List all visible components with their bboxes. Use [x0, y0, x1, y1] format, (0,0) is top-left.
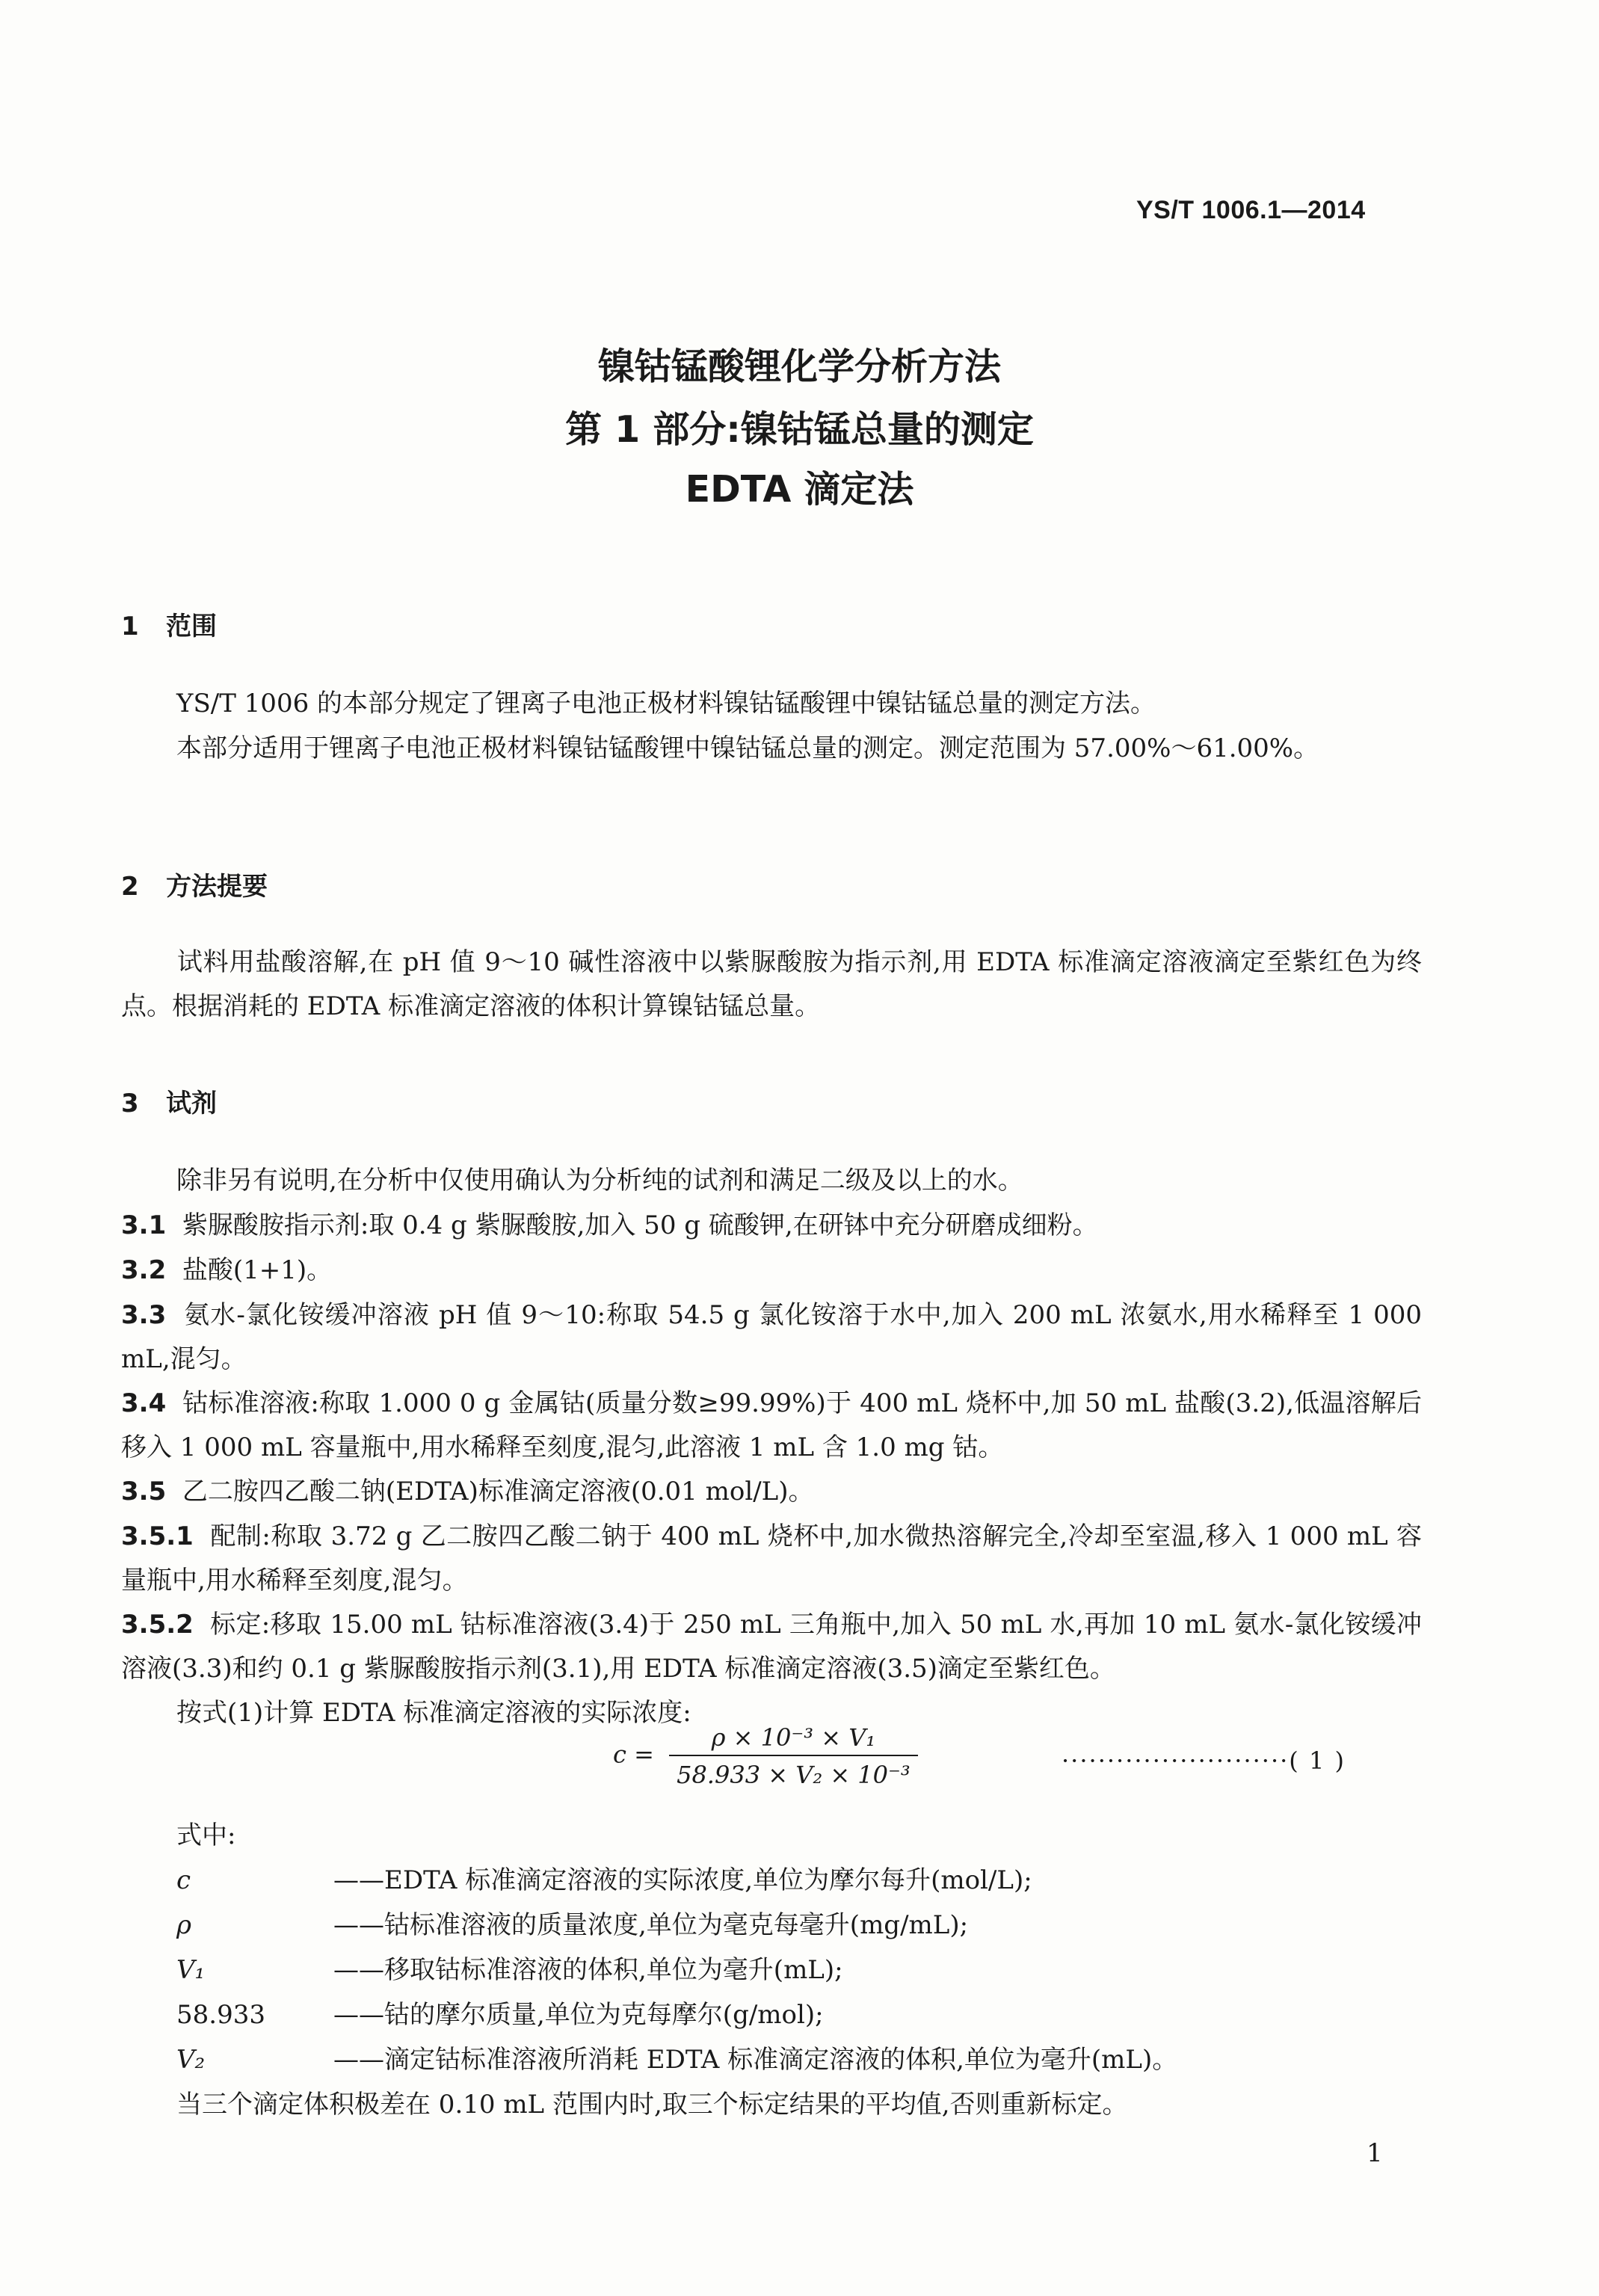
section-3-intro [121, 1159, 1422, 1203]
clause-text: 标定:移取 15.00 mL 钴标准溶液(3.4)于 250 mL 三角瓶中,加入 50 mL 水,再加 10 mL 氨水-氯化铵缓冲溶液(3.3)和约 0.1 g 紫脲酸胺指示剂(3.1),用 EDTA 标准滴定溶液(3.5)滴定至紫红色。 [121, 1610, 1422, 1684]
section-title: 范围 [166, 612, 217, 641]
section-number: 3 [121, 1089, 139, 1118]
paragraph-text: 试料用盐酸溶解,在 pH 值 9～10 碱性溶液中以紫脲酸胺为指示剂,用 EDTA 标准滴定溶液滴定至紫红色为终点。根据消耗的 EDTA 标准滴定溶液的体积计算镍钴锰总量。 [121, 947, 1422, 1021]
clause-number: 3.1 [121, 1210, 167, 1240]
formula-number-label: ( 1 ) [1289, 1746, 1346, 1775]
symbol-description: ——钴标准溶液的质量浓度,单位为毫克每毫升(mg/mL); [333, 1910, 969, 1940]
standard-number: YS/T 1006.1—2014 [1136, 196, 1366, 224]
clause-number: 3.5.2 [121, 1610, 194, 1640]
symbol: 58.933 [176, 2000, 265, 2030]
clause-3-2 [121, 1249, 1422, 1293]
paragraph-text: 当三个滴定体积极差在 0.10 mL 范围内时,取三个标定结果的平均值,否则重新标定。 [176, 2090, 1128, 2120]
clause-text: 配制:称取 3.72 g 乙二胺四乙酸二钠于 400 mL 烧杯中,加水微热溶解完全,冷却至室温,移入 1 000 mL 容量瓶中,用水稀释至刻度,混匀。 [121, 1521, 1422, 1595]
formula-denominator: 58.933 × V₂ × 10⁻³ [677, 1761, 911, 1789]
clause-number: 3.2 [121, 1255, 167, 1285]
where-label-text: 式中: [176, 1821, 236, 1850]
clause-text: 乙二胺四乙酸二钠(EDTA)标准滴定溶液(0.01 mol/L)。 [182, 1477, 814, 1506]
formula-lhs: c = [613, 1740, 654, 1769]
symbol: c [176, 1865, 191, 1895]
title-line-3: EDTA 滴定法 [685, 468, 914, 511]
clause-number: 3.5 [121, 1477, 167, 1506]
section-3-heading [121, 1083, 217, 1119]
where-item-v1 [176, 1948, 1422, 1992]
where-item-c [176, 1859, 1422, 1903]
clause-3-4 [121, 1382, 1422, 1470]
page-number: 1 [1367, 2138, 1383, 2168]
paragraph-text: 除非另有说明,在分析中仅使用确认为分析纯的试剂和满足二级及以上的水。 [176, 1166, 1023, 1195]
where-item-rho [176, 1903, 1422, 1948]
section-2-paragraph [121, 941, 1422, 1029]
symbol: V₁ [176, 1955, 206, 1985]
title-line-2: 第 1 部分:镍钴锰总量的测定 [565, 408, 1034, 451]
paragraph-text: YS/T 1006 的本部分规定了锂离子电池正极材料镍钴锰酸锂中镍钴锰总量的测定方法。 [176, 689, 1156, 718]
closing-paragraph [176, 2083, 1422, 2127]
symbol: V₂ [176, 2045, 206, 2075]
clause-3-3 [121, 1293, 1422, 1382]
where-item-molar-mass [176, 1993, 1422, 2037]
section-1-heading [121, 606, 217, 642]
section-1-paragraph-1 [121, 682, 1422, 726]
section-number: 2 [121, 872, 139, 902]
clause-number: 3.3 [121, 1300, 167, 1330]
paragraph-text: 按式(1)计算 EDTA 标准滴定溶液的实际浓度: [176, 1698, 691, 1728]
symbol: ρ [176, 1910, 191, 1940]
clause-text: 氨水-氯化铵缓冲溶液 pH 值 9～10:称取 54.5 g 氯化铵溶于水中,加入 200 mL 浓氨水,用水稀释至 1 000 mL,混匀。 [121, 1300, 1422, 1374]
formula-number [1062, 1746, 1346, 1775]
clause-text: 盐酸(1+1)。 [182, 1255, 333, 1285]
clause-number: 3.4 [121, 1388, 167, 1418]
clause-number: 3.5.1 [121, 1521, 194, 1551]
clause-3-1 [121, 1204, 1422, 1248]
section-2-heading [121, 866, 268, 902]
where-label [121, 1814, 1422, 1858]
symbol-description: ——EDTA 标准滴定溶液的实际浓度,单位为摩尔每升(mol/L); [333, 1865, 1032, 1895]
clause-text: 钴标准溶液:称取 1.000 0 g 金属钴(质量分数≥99.99%)于 400 mL 烧杯中,加 50 mL 盐酸(3.2),低温溶解后移入 1 000 mL 容量瓶中,用水稀释至刻度,混匀,此溶液 1 mL 含 1.0 mg 钴。 [121, 1388, 1422, 1462]
symbol-description: ——移取钴标准溶液的体积,单位为毫升(mL); [333, 1955, 843, 1985]
section-title: 方法提要 [166, 872, 268, 902]
clause-3-5-2 [121, 1603, 1422, 1691]
clause-3-5 [121, 1470, 1422, 1514]
symbol-description: ——滴定钴标准溶液所消耗 EDTA 标准滴定溶液的体积,单位为毫升(mL)。 [333, 2045, 1178, 2075]
section-1-paragraph-2 [121, 727, 1422, 771]
where-item-v2 [176, 2038, 1422, 2082]
formula-fraction [669, 1723, 918, 1789]
clause-text: 紫脲酸胺指示剂:取 0.4 g 紫脲酸胺,加入 50 g 硫酸钾,在研钵中充分研磨成细粉。 [182, 1210, 1098, 1240]
formula-leader-dots: ························· [1062, 1746, 1290, 1775]
paragraph-text: 本部分适用于锂离子电池正极材料镍钴锰酸锂中镍钴锰总量的测定。测定范围为 57.00%～61.00%。 [176, 733, 1319, 763]
section-title: 试剂 [166, 1089, 217, 1118]
formula-1 [613, 1723, 918, 1789]
formula-numerator: ρ × 10⁻³ × V₁ [669, 1723, 918, 1756]
title-line-1: 镍钴锰酸锂化学分析方法 [597, 345, 1001, 388]
section-number: 1 [121, 612, 139, 641]
symbol-description: ——钴的摩尔质量,单位为克每摩尔(g/mol); [333, 2000, 824, 2030]
clause-3-5-1 [121, 1515, 1422, 1603]
